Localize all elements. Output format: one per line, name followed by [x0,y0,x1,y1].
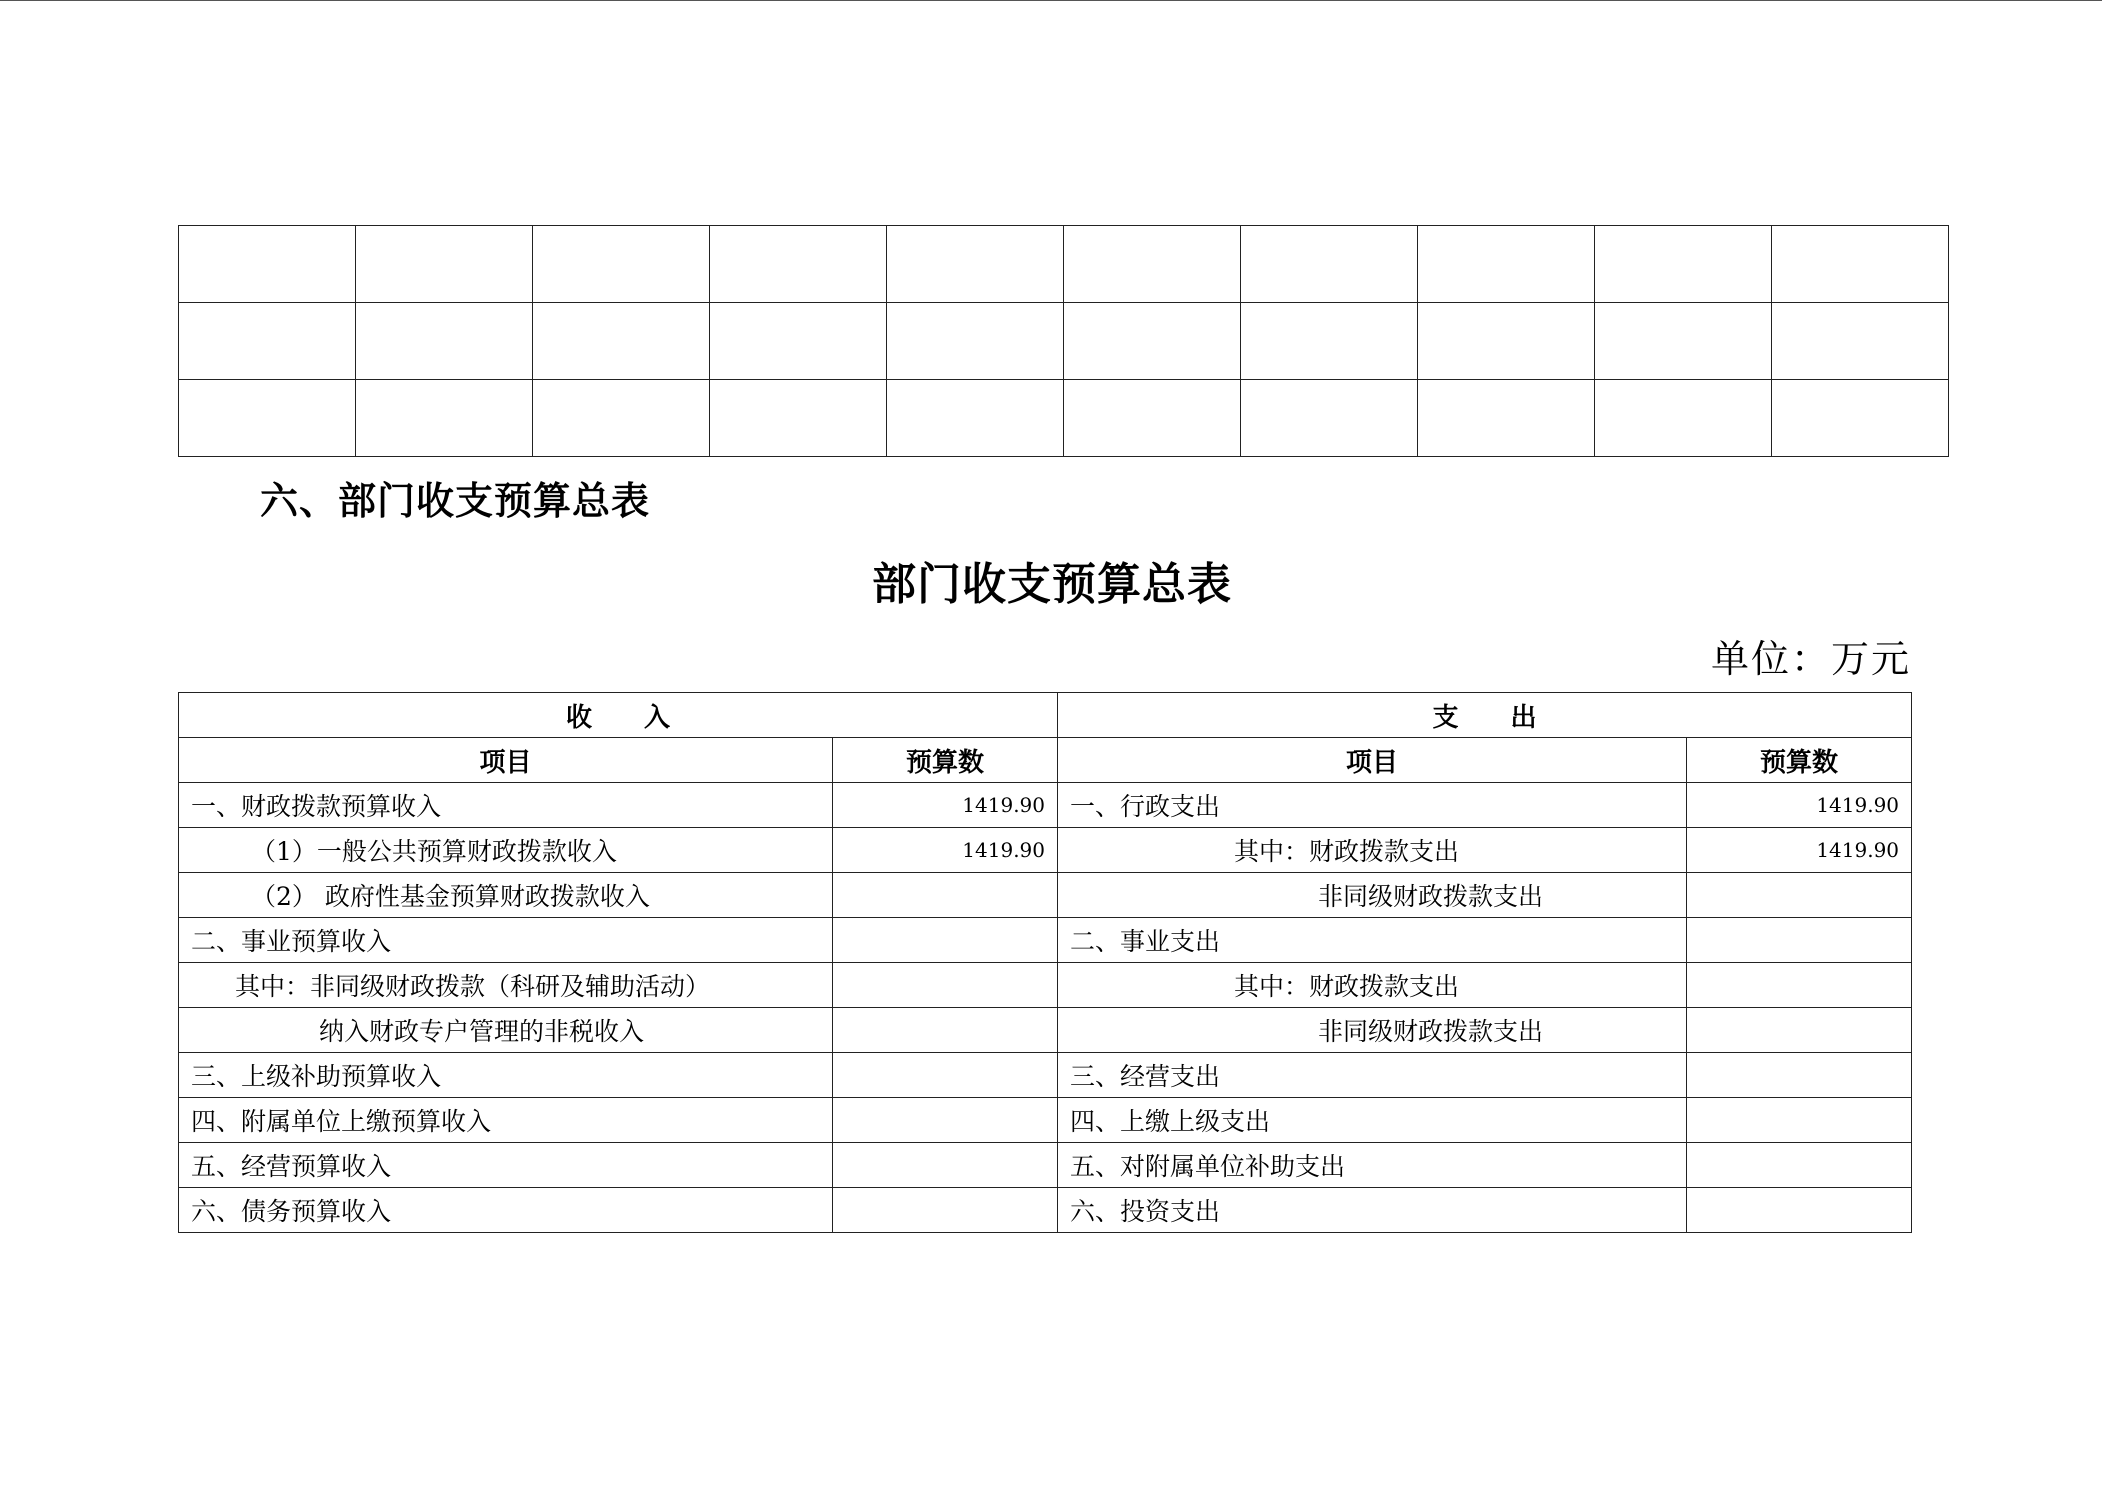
table-row [179,226,1949,303]
grid-cell [887,226,1064,303]
expense-value: 1419.90 [1687,783,1912,828]
unit-label: 单位：万元 [1710,637,1911,681]
expense-item: 非同级财政拨款支出 [1058,873,1687,918]
income-value [833,1053,1058,1098]
income-item: 纳入财政专户管理的非税收入 [179,1008,833,1053]
grid-cell [533,303,710,380]
expense-item: 其中：财政拨款支出 [1058,828,1687,873]
income-value [833,873,1058,918]
column-header-row [179,738,1912,783]
table-row [179,1053,1912,1098]
income-item: 一、财政拨款预算收入 [179,783,833,828]
expense-value: 1419.90 [1687,828,1912,873]
table-row [179,303,1949,380]
table-row [179,828,1912,873]
grid-cell [356,380,533,457]
expense-value [1687,1098,1912,1143]
expense-group-header: 支 出 [1058,693,1912,738]
expense-item-header: 项目 [1058,738,1687,783]
expense-value [1687,1053,1912,1098]
grid-cell [1595,380,1772,457]
expense-item: 一、行政支出 [1058,783,1687,828]
income-item: （1）一般公共预算财政拨款收入 [179,828,833,873]
grid-cell [1418,303,1595,380]
income-group-header: 收 入 [179,693,1058,738]
grid-cell [1772,303,1949,380]
grid-cell [1241,380,1418,457]
group-header-row [179,693,1912,738]
grid-cell [1595,226,1772,303]
top-empty-grid [178,225,1949,457]
expense-item: 六、投资支出 [1058,1188,1687,1233]
income-item: 二、事业预算收入 [179,918,833,963]
grid-cell [179,226,356,303]
section-heading: 六、部门收支预算总表 [260,478,651,523]
grid-cell [179,380,356,457]
grid-cell [533,380,710,457]
grid-cell [710,303,887,380]
table-row [179,873,1912,918]
expense-value [1687,918,1912,963]
income-value [833,1188,1058,1233]
expense-value [1687,1008,1912,1053]
income-item-header: 项目 [179,738,833,783]
table-title: 部门收支预算总表 [872,559,1232,610]
expense-value [1687,873,1912,918]
grid-cell [710,380,887,457]
expense-item: 四、上缴上级支出 [1058,1098,1687,1143]
grid-cell [710,226,887,303]
table-row [179,1008,1912,1053]
grid-cell [1772,380,1949,457]
income-budget-header: 预算数 [833,738,1058,783]
grid-cell [1418,226,1595,303]
income-item: 六、债务预算收入 [179,1188,833,1233]
table-row [179,380,1949,457]
grid-cell [1241,303,1418,380]
grid-cell [1064,380,1241,457]
income-item: 其中：非同级财政拨款（科研及辅助活动） [179,963,833,1008]
table-row [179,1188,1912,1233]
grid-cell [356,226,533,303]
expense-item: 非同级财政拨款支出 [1058,1008,1687,1053]
expense-value [1687,1188,1912,1233]
income-value [833,918,1058,963]
income-item: （2） 政府性基金预算财政拨款收入 [179,873,833,918]
income-value: 1419.90 [833,828,1058,873]
grid-cell [1418,380,1595,457]
table-row [179,1098,1912,1143]
expense-item: 二、事业支出 [1058,918,1687,963]
grid-cell [1064,303,1241,380]
table-row [179,918,1912,963]
table-row [179,783,1912,828]
grid-cell [1595,303,1772,380]
expense-item: 其中：财政拨款支出 [1058,963,1687,1008]
grid-cell [887,380,1064,457]
budget-summary-table [178,692,1912,1233]
income-item: 三、上级补助预算收入 [179,1053,833,1098]
income-item: 五、经营预算收入 [179,1143,833,1188]
grid-cell [179,303,356,380]
expense-item: 五、对附属单位补助支出 [1058,1143,1687,1188]
expense-value [1687,963,1912,1008]
income-value: 1419.90 [833,783,1058,828]
grid-cell [533,226,710,303]
grid-cell [887,303,1064,380]
income-value [833,963,1058,1008]
expense-item: 三、经营支出 [1058,1053,1687,1098]
income-value [833,1143,1058,1188]
grid-cell [356,303,533,380]
table-row [179,963,1912,1008]
income-item: 四、附属单位上缴预算收入 [179,1098,833,1143]
income-value [833,1008,1058,1053]
expense-value [1687,1143,1912,1188]
table-row [179,1143,1912,1188]
expense-budget-header: 预算数 [1687,738,1912,783]
grid-cell [1772,226,1949,303]
income-value [833,1098,1058,1143]
grid-cell [1064,226,1241,303]
grid-cell [1241,226,1418,303]
